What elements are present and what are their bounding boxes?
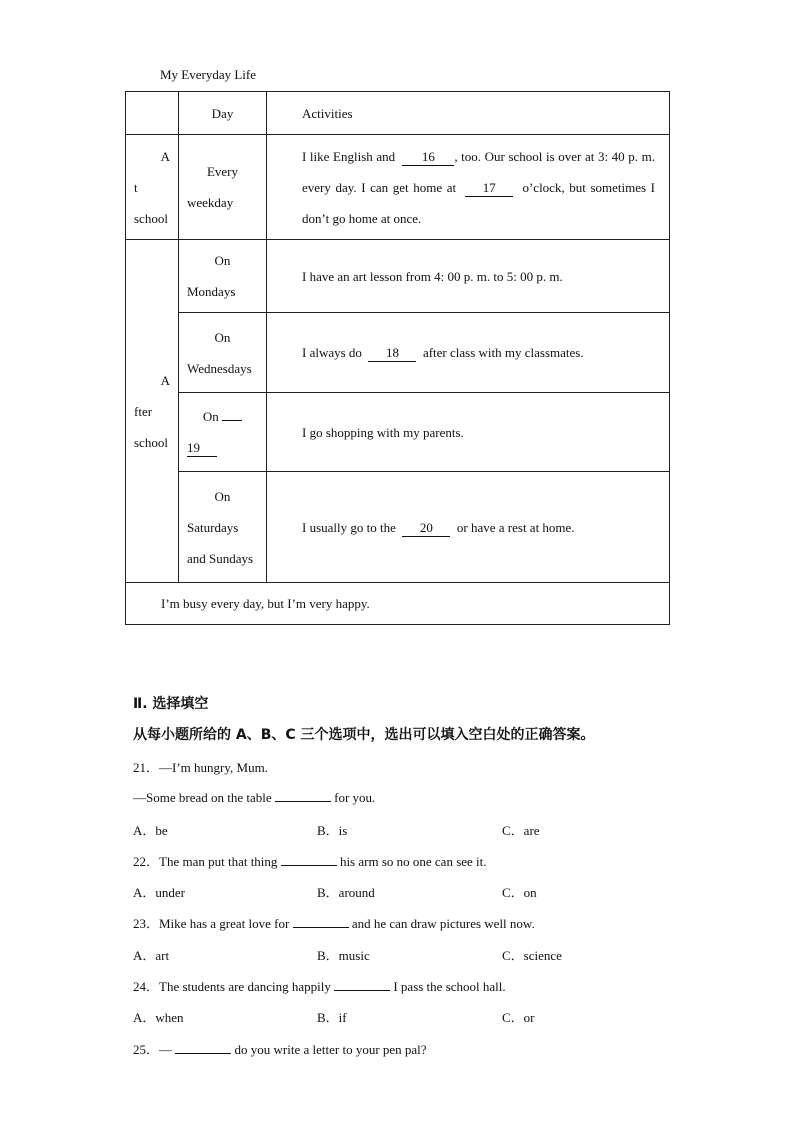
question-25: 25．— do you write a letter to your pen pal? bbox=[133, 1042, 427, 1057]
option-21-b[interactable]: B．is bbox=[317, 823, 348, 838]
group-after-school: A fter school bbox=[126, 240, 179, 583]
group-at-school: A t school bbox=[126, 135, 179, 240]
option-23-c[interactable]: C．science bbox=[502, 948, 562, 963]
question-22: 22．The man put that thing his arm so no one can see it. bbox=[133, 854, 487, 869]
table-header-row bbox=[126, 92, 670, 135]
activity-mondays: I have an art lesson from 4: 00 p. m. to 5: 00 p. m. bbox=[267, 240, 670, 313]
answer-blank-23 bbox=[293, 915, 349, 928]
day-mondays: On Mondays bbox=[179, 240, 267, 313]
question-24: 24．The students are dancing happily I pass the school hall. bbox=[133, 979, 506, 994]
activity-blank-19: I go shopping with my parents. bbox=[267, 393, 670, 472]
option-21-a[interactable]: A．be bbox=[133, 823, 168, 838]
activity-weekend: I usually go to the 20 or have a rest at home. bbox=[267, 472, 670, 583]
day-blank-19: On 19 bbox=[179, 393, 267, 472]
option-22-a[interactable]: A．under bbox=[133, 885, 185, 900]
blank-20: 20 bbox=[402, 520, 450, 537]
table-footer: I’m busy every day, but I’m very happy. bbox=[126, 583, 670, 625]
table-row-wednesdays bbox=[126, 313, 670, 393]
table-row-blank-19 bbox=[126, 393, 670, 472]
option-24-c[interactable]: C．or bbox=[502, 1010, 535, 1025]
table-row-mondays bbox=[126, 240, 670, 313]
blank-17: 17 bbox=[465, 180, 513, 197]
header-activities: Activities bbox=[267, 92, 670, 135]
blank-18: 18 bbox=[368, 345, 416, 362]
table-row-weekend bbox=[126, 472, 670, 583]
option-22-c[interactable]: C．on bbox=[502, 885, 537, 900]
table-caption: My Everyday Life bbox=[160, 67, 257, 82]
option-21-c[interactable]: C．are bbox=[502, 823, 540, 838]
day-wednesdays: On Wednesdays bbox=[179, 313, 267, 393]
question-21-line-1: 21．—I’m hungry, Mum. bbox=[133, 760, 268, 775]
option-24-b[interactable]: B．if bbox=[317, 1010, 347, 1025]
blank-16: 16 bbox=[402, 149, 454, 166]
option-24-a[interactable]: A．when bbox=[133, 1010, 184, 1025]
question-23: 23．Mike has a great love for and he can draw pictures well now. bbox=[133, 916, 535, 931]
day-every-weekday: Every weekday bbox=[179, 135, 267, 240]
answer-blank-25 bbox=[175, 1041, 231, 1054]
option-23-b[interactable]: B．music bbox=[317, 948, 370, 963]
table-footer-row bbox=[126, 583, 670, 625]
day-weekend: On Saturdays and Sundays bbox=[179, 472, 267, 583]
header-day: Day bbox=[179, 92, 267, 135]
option-22-b[interactable]: B．around bbox=[317, 885, 375, 900]
activity-wednesdays: I always do 18 after class with my classmates. bbox=[267, 313, 670, 393]
activity-at-school: I like English and 16 , too. Our school is over at 3: 40 p. m. every day. I can get home at 17 o’clock, but sometimes I don’t go home at once. bbox=[267, 135, 670, 240]
everyday-life-table bbox=[125, 91, 670, 625]
option-23-a[interactable]: A．art bbox=[133, 948, 170, 963]
question-21-line-2: —Some bread on the table for you. bbox=[133, 790, 376, 805]
section-title: Ⅱ. 选择填空 bbox=[133, 696, 209, 712]
answer-blank-22 bbox=[281, 853, 337, 866]
answer-blank-24 bbox=[334, 978, 390, 991]
table-row-at-school bbox=[126, 135, 670, 240]
blank-19: 19 bbox=[187, 440, 217, 457]
section-instruction: 从每小题所给的 A、B、C 三个选项中，选出可以填入空白处的正确答案。 bbox=[133, 727, 595, 743]
answer-blank-21 bbox=[275, 789, 331, 802]
header-empty-cell bbox=[126, 92, 179, 135]
